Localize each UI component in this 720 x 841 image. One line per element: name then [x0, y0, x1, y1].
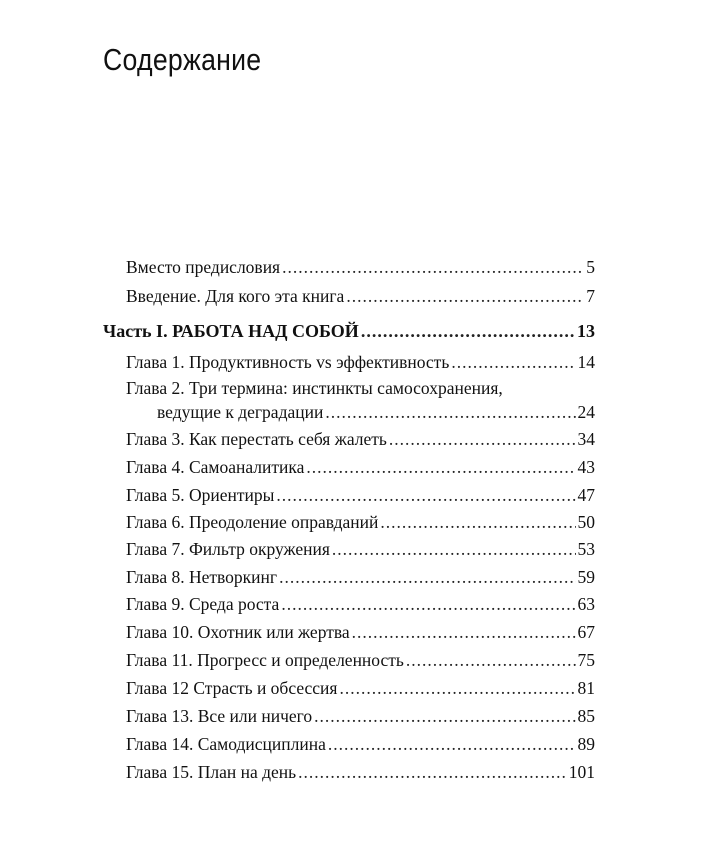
dot-leader [451, 351, 575, 373]
toc-entry-label: Глава 12 Страсть и обсессия [126, 678, 338, 698]
dot-leader [389, 428, 576, 450]
toc-entry-label: Глава 14. Самодисциплина [126, 734, 326, 754]
toc-entry-page: 89 [577, 734, 595, 754]
dot-leader [380, 511, 575, 533]
dot-leader [281, 593, 575, 615]
toc-entry-label: Глава 1. Продуктивность vs эффективность [126, 352, 450, 372]
dot-leader [325, 401, 575, 423]
dot-leader [346, 285, 584, 307]
toc-entry-chapter-10[interactable] [126, 621, 595, 643]
toc-entry-chapter-2-line-2[interactable] [157, 401, 595, 423]
dot-leader [406, 649, 576, 671]
toc-entry-chapter-11[interactable] [126, 649, 595, 671]
dot-leader [306, 456, 575, 478]
toc-entry-label: Глава 7. Фильтр окружения [126, 539, 330, 559]
toc-entry-label: Глава 5. Ориентиры [126, 485, 275, 505]
toc-entry-page: 5 [586, 257, 595, 277]
toc-entry-label: Введение. Для кого эта книга [126, 286, 345, 306]
toc-entry-label: Глава 4. Самоаналитика [126, 457, 305, 477]
toc-entry-label: Глава 2. Три термина: инстинкты самосохранения, [126, 378, 503, 398]
toc-entry-chapter-6[interactable] [126, 511, 595, 533]
toc-entry-chapter-8[interactable] [126, 566, 595, 588]
toc-entry-chapter-14[interactable] [126, 733, 595, 755]
toc-entry-page: 50 [577, 512, 595, 532]
toc-entry-chapter-4[interactable] [126, 456, 595, 478]
toc-entry-page: 59 [577, 567, 595, 587]
toc-entry-label: Глава 9. Среда роста [126, 594, 280, 614]
toc-entry-introduction[interactable] [126, 285, 595, 307]
toc-entry-page: 43 [577, 457, 595, 477]
toc-entry-label: Глава 10. Охотник или жертва [126, 622, 350, 642]
toc-entry-label: Глава 6. Преодоление оправданий [126, 512, 379, 532]
dot-leader [352, 621, 576, 643]
dot-leader [332, 538, 576, 560]
toc-entry-chapter-9[interactable] [126, 593, 595, 615]
toc-entry-chapter-5[interactable] [126, 484, 595, 506]
dot-leader [328, 733, 576, 755]
toc-entry-label: Глава 8. Нетворкинг [126, 567, 278, 587]
toc-entry-page: 47 [577, 485, 595, 505]
toc-entry-chapter-13[interactable] [126, 705, 595, 727]
page-title: Содержание [103, 42, 262, 77]
toc-entry-part-1[interactable] [103, 320, 595, 342]
toc-entry-page: 14 [577, 352, 595, 372]
toc-entry-page: 34 [577, 429, 595, 449]
toc-entry-page: 101 [568, 762, 595, 782]
dot-leader [339, 677, 575, 699]
toc-entry-label: Глава 3. Как перестать себя жалеть [126, 429, 387, 449]
toc-entry-chapter-15[interactable] [126, 761, 595, 783]
dot-leader [298, 761, 567, 783]
toc-entry-foreword[interactable] [126, 256, 595, 278]
toc-entry-chapter-7[interactable] [126, 538, 595, 560]
dot-leader [279, 566, 575, 588]
toc-entry-label: Глава 13. Все или ничего [126, 706, 313, 726]
toc-entry-label: Глава 15. План на день [126, 762, 297, 782]
toc-entry-chapter-1[interactable] [126, 351, 595, 373]
toc-entry-label: Вместо предисловия [126, 257, 281, 277]
toc-entry-page: 67 [577, 622, 595, 642]
toc-entry-page: 63 [577, 594, 595, 614]
toc-entry-page: 53 [577, 539, 595, 559]
toc-entry-chapter-3[interactable] [126, 428, 595, 450]
toc-part-label: Часть I. РАБОТА НАД СОБОЙ [103, 321, 359, 341]
toc-part-page: 13 [577, 321, 595, 341]
dot-leader [276, 484, 575, 506]
dot-leader [361, 320, 575, 342]
toc-entry-page: 7 [586, 286, 595, 306]
toc-entry-label: Глава 11. Прогресс и определенность [126, 650, 404, 670]
toc-entry-chapter-2-line-1[interactable] [126, 377, 595, 399]
toc-entry-page: 75 [577, 650, 595, 670]
toc-entry-page: 24 [577, 402, 595, 422]
toc-entry-chapter-12[interactable] [126, 677, 595, 699]
toc-entry-page: 85 [577, 706, 595, 726]
toc-entry-label-continued: ведущие к деградации [157, 402, 324, 422]
dot-leader [314, 705, 575, 727]
dot-leader [282, 256, 584, 278]
toc-entry-page: 81 [577, 678, 595, 698]
